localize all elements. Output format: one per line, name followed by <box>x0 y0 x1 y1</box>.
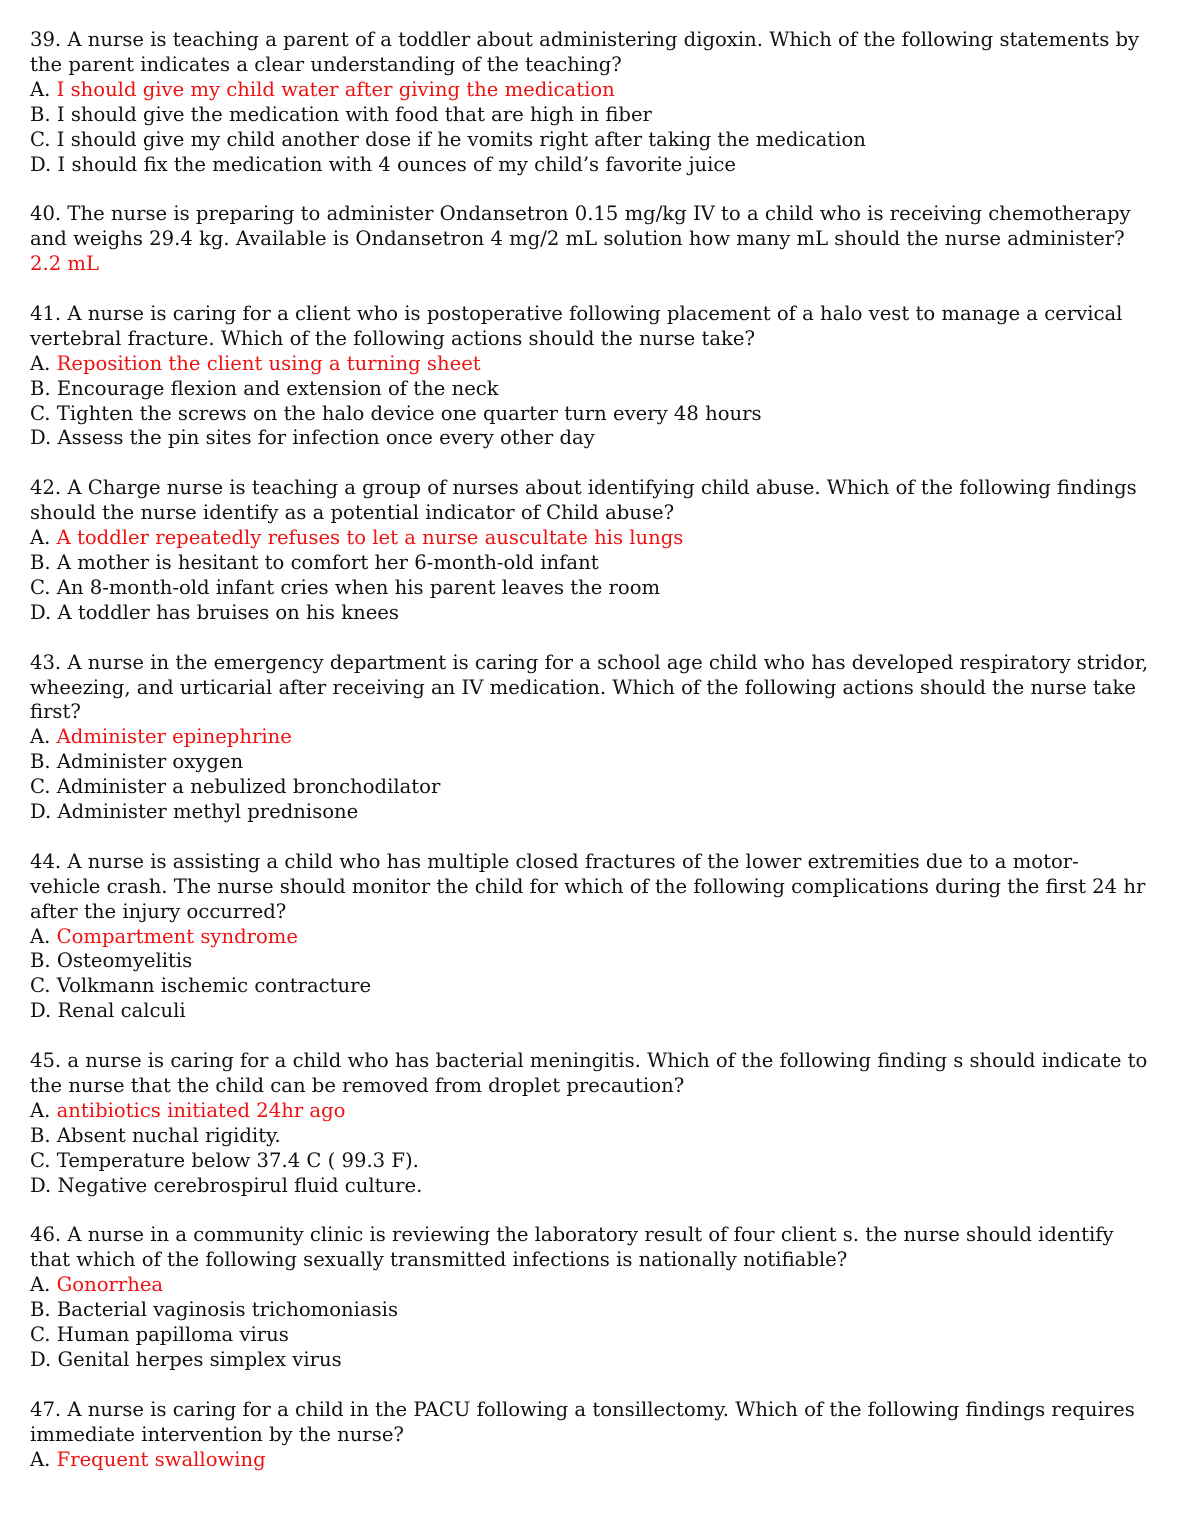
question-stem: 43. A nurse in the emergency department is caring for a school age child who has developed respiratory stridor, wheezing, and urticarial after receiving an IV medication. Which of the following actions should the nurse take first? <box>30 650 1149 724</box>
option-label: A. <box>30 1098 51 1122</box>
option-correct <box>30 725 1155 750</box>
option <box>30 1348 1155 1373</box>
option-text: A toddler repeatedly refuses to let a nurse auscultate his lungs <box>56 526 684 550</box>
option-text: Reposition the client using a turning sheet <box>56 351 481 375</box>
option-text: A mother is hesitant to comfort her 6-month-old infant <box>56 550 599 574</box>
option-label: C. <box>30 401 51 425</box>
option-text: Bacterial vaginosis trichomoniasis <box>56 1298 399 1322</box>
option <box>30 426 1155 451</box>
option <box>30 1174 1155 1199</box>
option-label: D. <box>30 999 52 1023</box>
option-correct <box>30 526 1155 551</box>
option-text: Gonorrhea <box>56 1273 164 1297</box>
question-block <box>30 1223 1155 1372</box>
option-label: A. <box>30 1273 51 1297</box>
option-text: Genital herpes simplex virus <box>57 1347 342 1371</box>
option-label: A. <box>30 77 51 101</box>
option-correct <box>30 925 1155 950</box>
question-stem: 39. A nurse is teaching a parent of a toddler about administering digoxin. Which of the following statements by the parent indicates a clear understanding of the teaching? <box>30 28 1140 76</box>
option <box>30 377 1155 402</box>
option-text: Administer a nebulized bronchodilator <box>56 775 441 799</box>
option-label: A. <box>30 1447 51 1471</box>
question-stem: 45. a nurse is caring for a child who has bacterial meningitis. Which of the following finding s should indicate to the nurse that the child can be removed from droplet precaution? <box>30 1049 1148 1097</box>
option-label: B. <box>30 550 51 574</box>
question-stem: 41. A nurse is caring for a client who is postoperative following placement of a halo vest to manage a cervical vertebral fracture. Which of the following actions should the nurse take? <box>30 301 1123 350</box>
option-label: D. <box>30 426 52 450</box>
option <box>30 551 1155 576</box>
option-text: An 8-month-old infant cries when his parent leaves the room <box>56 575 661 599</box>
option-text: Negative cerebrospirul fluid culture. <box>57 1173 423 1197</box>
option-label: C. <box>30 1323 51 1347</box>
option-label: A. <box>30 526 51 550</box>
option-correct <box>30 78 1155 103</box>
option-text: Compartment syndrome <box>56 924 298 948</box>
option-text: Administer epinephrine <box>56 725 292 749</box>
option <box>30 1149 1155 1174</box>
option-label: D. <box>30 800 52 824</box>
option-label: B. <box>30 376 51 400</box>
option-label: C. <box>30 127 51 151</box>
answer-text: 2.2 mL <box>30 252 99 276</box>
option-correct <box>30 352 1155 377</box>
question-block <box>30 302 1155 451</box>
option-label: A. <box>30 351 51 375</box>
option-text: Administer oxygen <box>56 750 244 774</box>
question-block <box>30 850 1155 1024</box>
option-label: B. <box>30 1123 51 1147</box>
option-text: Renal calculi <box>57 999 186 1023</box>
option-label: C. <box>30 974 51 998</box>
option-correct <box>30 1273 1155 1298</box>
option-text: Osteomyelitis <box>56 949 193 973</box>
option-correct <box>30 1448 1155 1473</box>
option-label: A. <box>30 924 51 948</box>
question-block <box>30 476 1155 625</box>
option-label: C. <box>30 575 51 599</box>
option-label: D. <box>30 1173 52 1197</box>
option-text: I should give my child another dose if he vomits right after taking the medication <box>56 127 866 151</box>
option-correct <box>30 1099 1155 1124</box>
option-text: antibiotics initiated 24hr ago <box>56 1098 346 1122</box>
option <box>30 1124 1155 1149</box>
option <box>30 1323 1155 1348</box>
option <box>30 601 1155 626</box>
option-text: Temperature below 37.4 C ( 99.3 F). <box>56 1148 419 1172</box>
option-text: I should give the medication with food that are high in fiber <box>56 102 652 126</box>
question-block <box>30 1049 1155 1198</box>
option-text: I should fix the medication with 4 ounces of my child’s favorite juice <box>57 152 737 176</box>
question-stem: 40. The nurse is preparing to administer Ondansetron 0.15 mg/kg IV to a child who is receiving chemotherapy and weighs 29.4 kg. Available is Ondansetron 4 mg/2 mL solution how many mL should the nurse administer? <box>30 202 1131 251</box>
option-label: B. <box>30 102 51 126</box>
question-stem: 42. A Charge nurse is teaching a group of nurses about identifying child abuse. Which of the following findings should the nurse identify as a potential indicator of Child abuse? <box>30 476 1137 525</box>
question-stem: 47. A nurse is caring for a child in the PACU following a tonsillectomy. Which of the following findings requires immediate intervention by the nurse? <box>30 1397 1135 1446</box>
question-block <box>30 202 1155 277</box>
option <box>30 128 1155 153</box>
option <box>30 1298 1155 1323</box>
option-label: A. <box>30 725 51 749</box>
option <box>30 800 1155 825</box>
option-text: Absent nuchal rigidity. <box>56 1123 281 1147</box>
option-text: Frequent swallowing <box>56 1447 266 1471</box>
option-label: D. <box>30 152 52 176</box>
option-label: B. <box>30 949 51 973</box>
option-label: C. <box>30 775 51 799</box>
question-block <box>30 651 1155 825</box>
option <box>30 750 1155 775</box>
option-label: D. <box>30 1347 52 1371</box>
option-text: Administer methyl prednisone <box>57 800 359 824</box>
option <box>30 153 1155 178</box>
option-label: D. <box>30 600 52 624</box>
question-stem: 44. A nurse is assisting a child who has multiple closed fractures of the lower extremities due to a motor- vehicle crash. The nurse should monitor the child for which of the following complications during the first 24 hr after the injury occurred? <box>30 849 1146 923</box>
option <box>30 775 1155 800</box>
option-text: I should give my child water after giving the medication <box>56 77 615 101</box>
option <box>30 103 1155 128</box>
option-label: C. <box>30 1148 51 1172</box>
question-block <box>30 1398 1155 1473</box>
option <box>30 974 1155 999</box>
option-text: A toddler has bruises on his knees <box>57 600 399 624</box>
option-text: Human papilloma virus <box>56 1323 289 1347</box>
option-text: Volkmann ischemic contracture <box>56 974 372 998</box>
option <box>30 999 1155 1024</box>
option <box>30 402 1155 427</box>
question-stem: 46. A nurse in a community clinic is reviewing the laboratory result of four client s. the nurse should identify that which of the following sexually transmitted infections is nationally notifiable? <box>30 1223 1114 1272</box>
question-block <box>30 28 1155 177</box>
option-text: Tighten the screws on the halo device one quarter turn every 48 hours <box>56 401 762 425</box>
option-text: Encourage flexion and extension of the neck <box>56 376 499 400</box>
option-text: Assess the pin sites for infection once every other day <box>57 426 595 450</box>
option-label: B. <box>30 1298 51 1322</box>
option <box>30 949 1155 974</box>
option <box>30 576 1155 601</box>
option-label: B. <box>30 750 51 774</box>
